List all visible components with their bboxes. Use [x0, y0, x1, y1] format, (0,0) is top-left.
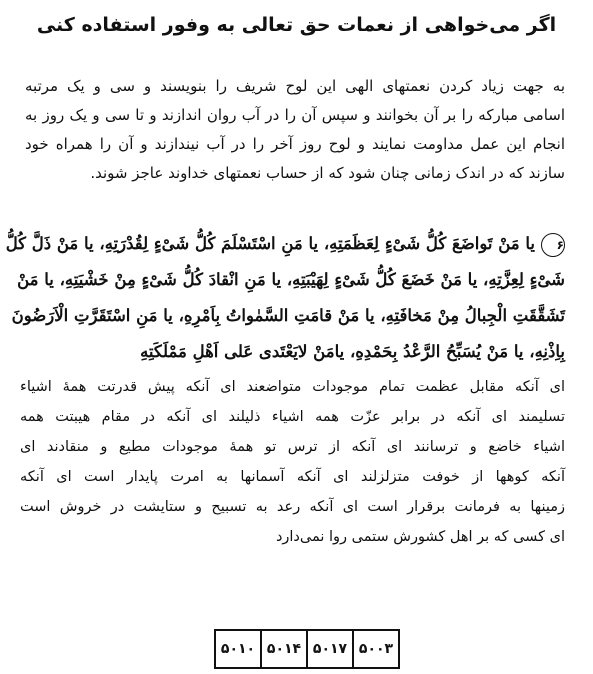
persian-translation	[20, 372, 565, 552]
translation-line: ای آنکه مقابل عظمت تمام موجودات متواضعند ای آنکه پیش قدرتت همهٔ اشیاء	[20, 379, 565, 395]
verse-number-badge: ۶	[541, 233, 565, 257]
translation-line: تسلیمند ای آنکه در برابر عزّت همه اشیاء ذلیلند ای آنکه در مقام هیبتت همه	[20, 409, 565, 425]
arabic-line: شَیْءٍ لِعِزَّتِهِ، یا مَنْ خَضَعَ کُلُّ شَیْءٍ لِهَیْبَتِهِ، یا مَنِ انْقادَ کُلُّ شَیْءٍ مِنْ خَشْیَتِهِ، یا مَنْ	[17, 270, 565, 289]
arabic-prayer-text	[5, 226, 565, 370]
translation-line: زمینها به فرمانت برقرار است ای آنکه رعد به تسبیح و ستایشت در خروش است	[20, 499, 565, 515]
page-title: اگر می‌خواهی از نعمات حق تعالی به وفور استفاده کنی	[36, 14, 557, 36]
translation-line: آنکه کوهها از خوفت متزلزلند ای آنکه آسمانها به امرت پایدار است ای آنکه	[20, 469, 565, 485]
intro-line: سازند که در اندک زمانی چنان شود که از حساب نعمتهای خداوند عاجز شوند.	[90, 164, 565, 182]
number-cell: ۵۰۰۳	[358, 641, 394, 657]
translation-line: اشیاء خاضع و ترسانند ای آنکه از ترس تو همهٔ موجودات مطیع و منقادند ای	[20, 439, 565, 455]
number-cell: ۵۰۱۷	[308, 631, 354, 667]
intro-line: انجام این عمل مداومت نمایند و لوح روز آخر را در آب نیندازند و آن را همراه خود	[25, 135, 565, 153]
arabic-line	[5, 226, 565, 262]
arabic-line: تَشَقَّقَتِ الْجِبالُ مِنْ مَخافَتِهِ، یا مَنْ قامَتِ السَّمٰواتُ بِاَمْرِهِ، یا مَنِ اسْتَقَرَّتِ الْاَرَضُونَ	[11, 306, 565, 325]
number-cell: ۵۰۱۴	[262, 631, 308, 667]
intro-line: اسامی مبارکه را بر آن بخوانند و سپس آن را در آب روان اندازند و تا سی و یک روز به	[25, 106, 565, 124]
arabic-line: بِاِذْنِهِ، یا مَنْ یُسَبِّحُ الرَّعْدُ بِحَمْدِهِ، یامَنْ لایَعْتَدی عَلی اَهْلِ مَمْلَکَتِهِ	[140, 342, 565, 361]
number-grid	[214, 629, 400, 669]
intro-paragraph	[25, 72, 565, 188]
number-cell: ۵۰۱۰	[216, 631, 262, 667]
intro-line: به جهت زیاد کردن نعمتهای الهی این لوح شریف را بنویسند و سی و یک مرتبه	[25, 77, 565, 95]
arabic-line-text: یا مَنْ تَواضَعَ کُلُّ شَیْءٍ لِعَظَمَتِهِ، یا مَنِ اسْتَسْلَمَ کُلُّ شَیْءٍ لِقُدْرَتِهِ، یا مَنْ ذَلَّ کُلُّ	[5, 234, 535, 253]
translation-line: ای کسی که بر اهل کشورش ستمی روا نمی‌دارد	[275, 529, 565, 545]
